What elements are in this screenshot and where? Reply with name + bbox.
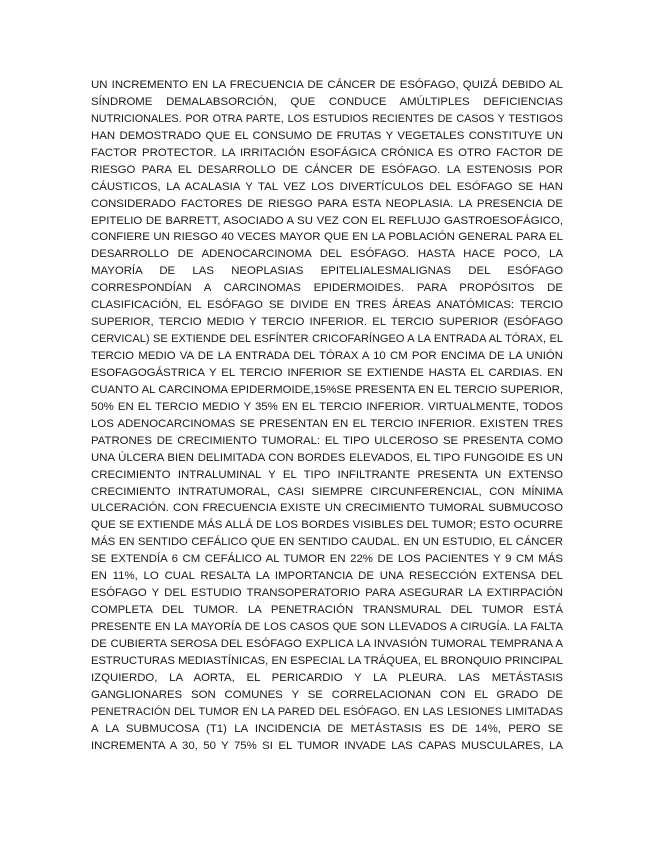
text-line: DE CUBIERTA SEROSA DEL ESÓFAGO EXPLICA LA INVASIÓN TUMORAL TEMPRANA A [91,637,563,650]
text-line: PRESENTE EN LA MAYORÍA DE LOS CASOS QUE SON LLEVADOS A CIRUGÍA. LA FALTA [91,621,563,633]
text-line: DESARROLLO DE ADENOCARCINOMA DEL ESÓFAGO. HASTA HACE POCO, LA [91,248,563,261]
text-line: CÁUSTICOS, LA ACALASIA Y TAL VEZ LOS DIVERTÍCULOS DEL ESÓFAGO SE HAN [91,180,563,193]
text-line: INCREMENTA A 30, 50 Y 75% SI EL TUMOR INVADE LAS CAPAS MUSCULARES, LA [91,739,563,752]
text-line: GANGLIONARES SON COMUNES Y SE CORRELACIONAN CON EL GRADO DE [91,688,563,701]
text-line: FACTOR PROTECTOR. LA IRRITACIÓN ESOFÁGICA CRÓNICA ES OTRO FACTOR DE [91,146,563,159]
text-line: IZQUIERDO, LA AORTA, EL PERICARDIO Y LA PLEURA. LAS METÁSTASIS [91,671,563,684]
text-line: A LA SUBMUCOSA (T1) LA INCIDENCIA DE METÁSTASIS ES DE 14%, PERO SE [91,722,563,735]
text-line: PENETRACIÓN DEL TUMOR EN LA PARED DEL ESÓFAGO. EN LAS LESIONES LIMITADAS [91,705,563,718]
text-line: ESOFAGOGÁSTRICA Y EL TERCIO INFERIOR SE EXTIENDE HASTA EL CARDIAS. EN [91,366,563,379]
text-line: SÍNDROME DEMALABSORCIÓN, QUE CONDUCE AMÚLTIPLES DEFICIENCIAS [91,95,563,108]
text-line: ESTRUCTURAS MEDIASTÍNICAS, EN ESPECIAL LA TRÁQUEA, EL BRONQUIO PRINCIPAL [91,654,563,667]
text-line: PATRONES DE CRECIMIENTO TUMORAL: EL TIPO ULCEROSO SE PRESENTA COMO [91,434,563,447]
text-line: UNA ÚLCERA BIEN DELIMITADA CON BORDES ELEVADOS, EL TIPO FUNGOIDE ES UN [91,451,563,464]
text-line: MAYORÍA DE LAS NEOPLASIAS EPITELIALESMALIGNAS DEL ESÓFAGO [91,265,563,278]
text-line: NUTRICIONALES. POR OTRA PARTE, LOS ESTUDIOS RECIENTES DE CASOS Y TESTIGOS [91,112,563,125]
text-line: CUANTO AL CARCINOMA EPIDERMOIDE,15%SE PRESENTA EN EL TERCIO SUPERIOR, [91,383,563,396]
text-line: MÁS EN SENTIDO CEFÁLICO QUE EN SENTIDO CAUDAL. EN UN ESTUDIO, EL CÁNCER [91,536,563,549]
text-line: CRECIMIENTO INTRATUMORAL, CASI SIEMPRE CIRCUNFERENCIAL, CON MÍNIMA [91,485,563,498]
text-line: COMPLETA DEL TUMOR. LA PENETRACIÓN TRANSMURAL DEL TUMOR ESTÁ [91,604,563,617]
text-line: SUPERIOR, TERCIO MEDIO Y TERCIO INFERIOR. EL TERCIO SUPERIOR (ESÓFAGO [91,316,563,329]
text-line: QUE SE EXTIENDE MÁS ALLÁ DE LOS BORDES VISIBLES DEL TUMOR; ESTO OCURRE [91,519,563,532]
text-line: SE EXTENDÍA 6 CM CEFÁLICO AL TUMOR EN 22% DE LOS PACIENTES Y 9 CM MÁS [91,553,563,566]
text-line: 50% EN EL TERCIO MEDIO Y 35% EN EL TERCIO INFERIOR. VIRTUALMENTE, TODOS [91,400,563,413]
text-line: EPITELIO DE BARRETT, ASOCIADO A SU VEZ CON EL REFLUJO GASTROESOFÁGICO, [91,214,563,227]
text-line: CLASIFICACIÓN, EL ESÓFAGO SE DIVIDE EN TRES ÁREAS ANATÓMICAS: TERCIO [91,299,563,312]
text-line: LOS ADENOCARCINOMAS SE PRESENTAN EN EL TERCIO INFERIOR. EXISTEN TRES [91,417,563,430]
text-line: CONSIDERADO FACTORES DE RIESGO PARA ESTA NEOPLASIA. LA PRESENCIA DE [91,197,563,210]
text-line: ESÓFAGO Y DEL ESTUDIO TRANSOPERATORIO PARA ASEGURAR LA EXTIRPACIÓN [91,587,563,600]
text-line: HAN DEMOSTRADO QUE EL CONSUMO DE FRUTAS Y VEGETALES CONSTITUYE UN [91,129,563,142]
text-line: TERCIO MEDIO VA DE LA ENTRADA DEL TÓRAX A 10 CM POR ENCIMA DE LA UNIÓN [91,350,563,362]
text-line: UN INCREMENTO EN LA FRECUENCIA DE CÁNCER DE ESÓFAGO, QUIZÁ DEBIDO AL [91,79,563,91]
text-line: CONFIERE UN RIESGO 40 VECES MAYOR QUE EN LA POBLACIÓN GENERAL PARA EL [91,231,563,244]
text-line: RIESGO PARA EL DESARROLLO DE CÁNCER DE ESÓFAGO. LA ESTENOSIS POR [91,163,563,176]
text-line: EN 11%, LO CUAL RESALTA LA IMPORTANCIA DE UNA RESECCIÓN EXTENSA DEL [91,570,563,583]
text-line: CORRESPONDÍAN A CARCINOMAS EPIDERMOIDES. PARA PROPÓSITOS DE [91,282,563,295]
text-line: ULCERACIÓN. CON FRECUENCIA EXISTE UN CRECIMIENTO TUMORAL SUBMUCOSO [91,502,563,515]
body-paragraph [91,77,563,755]
text-line: CERVICAL) SE EXTIENDE DEL ESFÍNTER CRICOFARÍNGEO A LA ENTRADA AL TÓRAX, EL [91,333,563,346]
text-line: CRECIMIENTO INTRALUMINAL Y EL TIPO INFILTRANTE PRESENTA UN EXTENSO [91,468,563,481]
